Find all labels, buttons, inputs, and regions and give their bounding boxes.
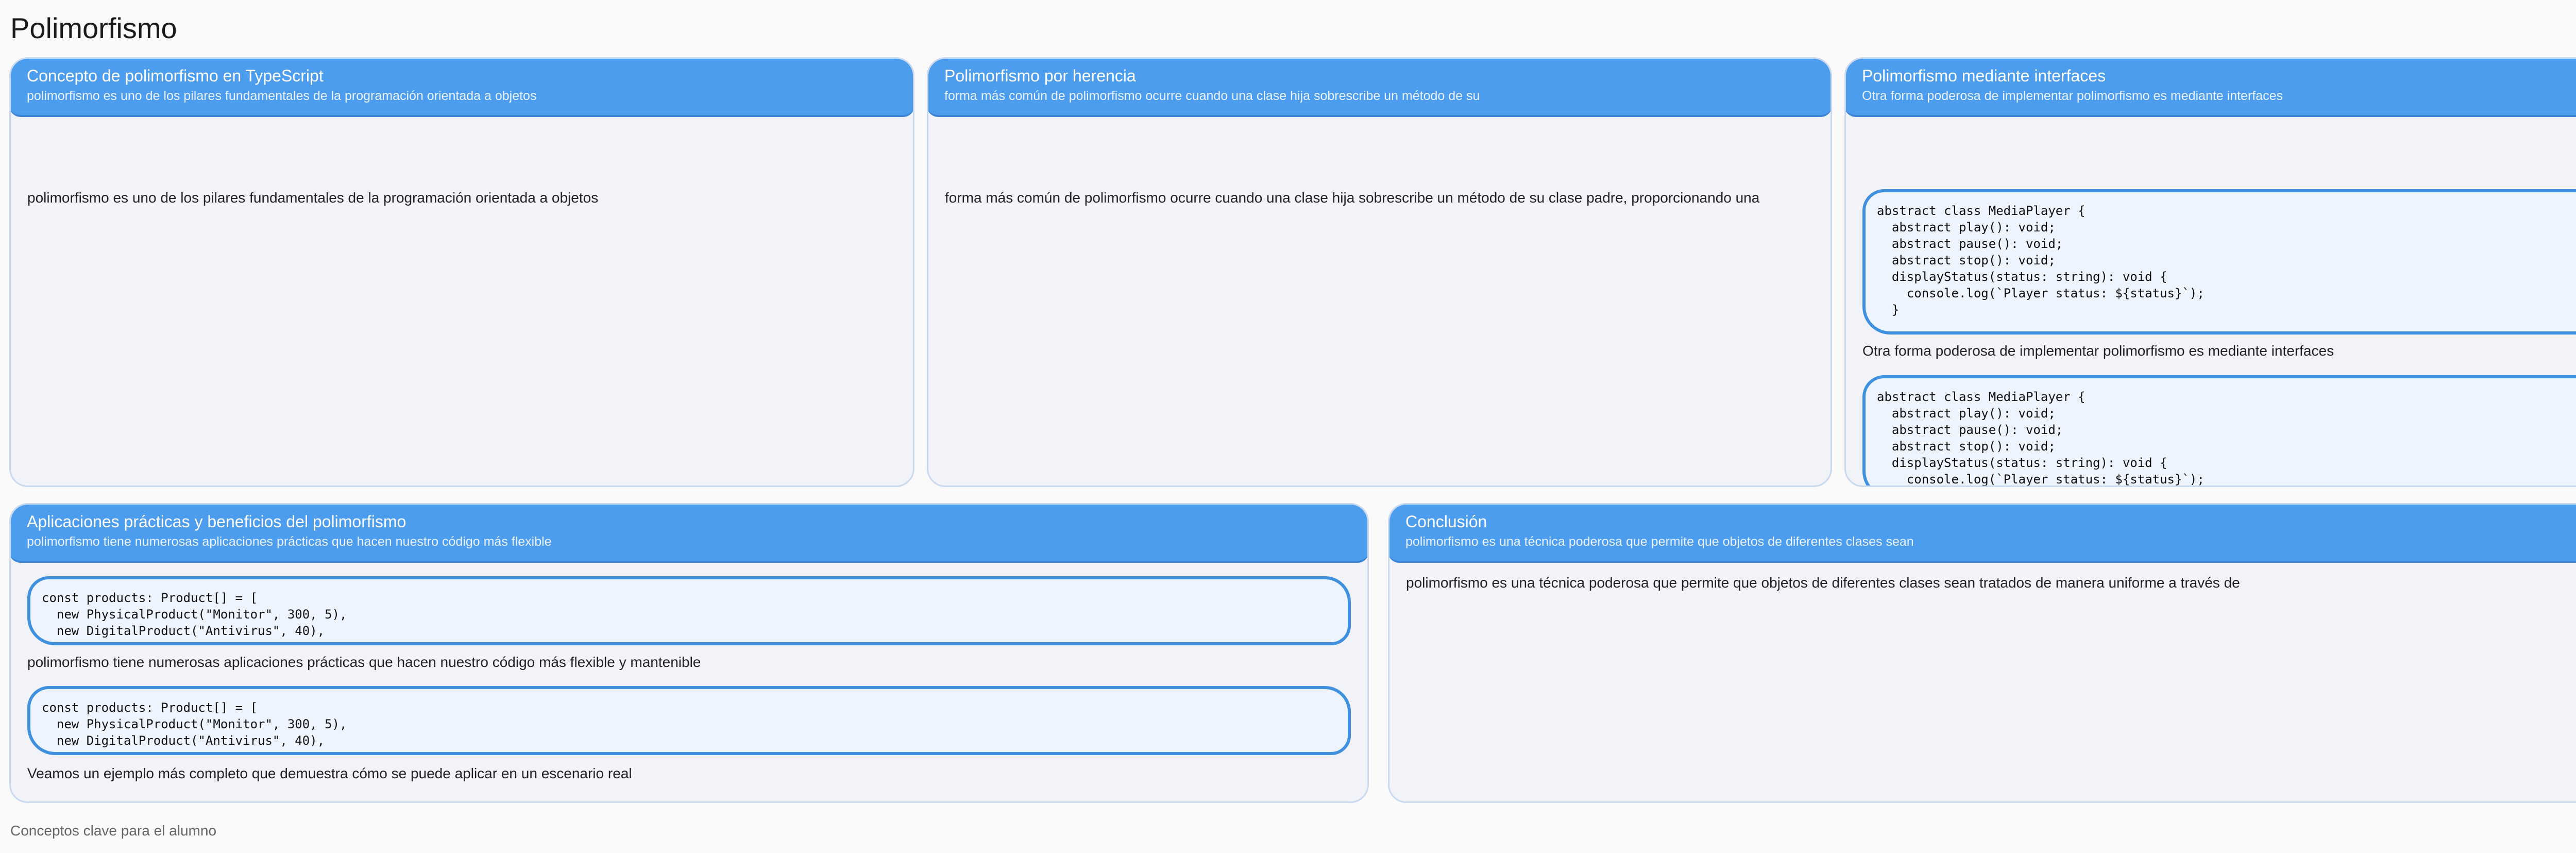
card-subtitle: polimorfismo es uno de los pilares fundamentales de la programación orientada a objetos (27, 89, 537, 103)
card-interfaces (1844, 57, 2576, 487)
card-subtitle: polimorfismo es una técnica poderosa que permite que objetos de diferentes clases sean (1405, 534, 1914, 549)
card-aplicaciones (9, 503, 1369, 803)
card-conclusion (1388, 503, 2576, 803)
card-header (1844, 57, 2576, 117)
footer-caption: Conceptos clave para el alumno (10, 823, 217, 839)
card-header (9, 503, 1369, 563)
card-text: forma más común de polimorfismo ocurre cuando una clase hija sobrescribe un método de su clase padre, proporcionando una (945, 190, 1760, 206)
code-block: abstract class MediaPlayer { abstract play(): void; abstract pause(): void; abstract stop(): void; displayStatus(status: string): void { console.log(`Player status: ${status}`); (1862, 375, 2576, 487)
card-subtitle: polimorfismo tiene numerosas aplicaciones prácticas que hacen nuestro código más flexible (27, 534, 552, 549)
card-text: Veamos un ejemplo más completo que demuestra cómo se puede aplicar en un escenario real (27, 765, 632, 781)
card-subtitle: Otra forma poderosa de implementar polimorfismo es mediante interfaces (1862, 89, 2283, 103)
card-body (1862, 119, 2576, 487)
card-concepto (9, 57, 914, 487)
card-text: polimorfismo es una técnica poderosa que permite que objetos de diferentes clases sean tratados de manera uniforme a través de (1406, 575, 2240, 591)
code-block: abstract class MediaPlayer { abstract play(): void; abstract pause(): void; abstract stop(): void; displayStatus(status: string): void { console.log(`Player status: ${status}`); } (1862, 189, 2576, 334)
card-header (9, 57, 914, 117)
card-body (945, 119, 1814, 475)
card-header (1388, 503, 2576, 563)
card-body (27, 564, 1351, 791)
page-title: Polimorfismo (10, 12, 177, 44)
card-title: Polimorfismo por herencia (944, 66, 1136, 85)
code-block: const products: Product[] = [ new PhysicalProduct("Monitor", 300, 5), new DigitalProduct("Antivirus", 40), (27, 686, 1351, 755)
card-herencia (927, 57, 1832, 487)
card-title: Aplicaciones prácticas y beneficios del polimorfismo (27, 512, 406, 531)
card-text: polimorfismo tiene numerosas aplicaciones prácticas que hacen nuestro código más flexible y mantenible (27, 654, 701, 670)
card-body (1406, 564, 2576, 791)
card-title: Concepto de polimorfismo en TypeScript (27, 66, 324, 85)
card-title: Polimorfismo mediante interfaces (1862, 66, 2106, 85)
card-body (27, 119, 896, 475)
card-text: Otra forma poderosa de implementar polimorfismo es mediante interfaces (1862, 343, 2334, 359)
card-title: Conclusión (1405, 512, 1487, 531)
card-text: polimorfismo es uno de los pilares fundamentales de la programación orientada a objetos (27, 190, 599, 206)
code-block: const products: Product[] = [ new PhysicalProduct("Monitor", 300, 5), new DigitalProduct("Antivirus", 40), (27, 576, 1351, 645)
card-header (927, 57, 1832, 117)
card-subtitle: forma más común de polimorfismo ocurre cuando una clase hija sobrescribe un método de su (944, 89, 1480, 103)
